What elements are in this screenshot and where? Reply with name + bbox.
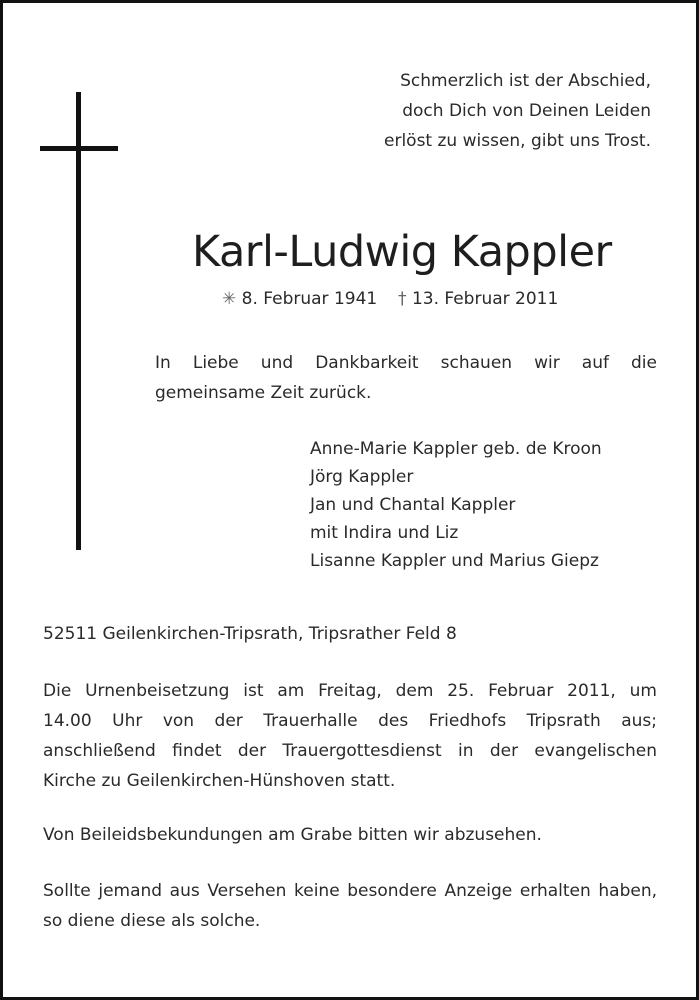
condolence-line: Von Beileidsbekundungen am Grabe bitten wir abzusehen. xyxy=(43,825,542,845)
cross-vertical-bar xyxy=(76,92,81,550)
quote-line: erlöst zu wissen, gibt uns Trost. xyxy=(384,131,651,151)
love-gratitude-text xyxy=(155,348,657,408)
burial-line: anschließend findet der Trauergottesdienst in der evangelischen xyxy=(43,741,657,761)
family-member: Jan und Chantal Kappler xyxy=(310,495,516,515)
love-line: gemeinsame Zeit zurück. xyxy=(155,383,372,403)
burial-info xyxy=(43,676,657,796)
love-line: In Liebe und Dankbarkeit schauen wir auf die xyxy=(155,353,657,373)
burial-line: Kirche zu Geilenkirchen-Hünshoven statt. xyxy=(43,771,396,791)
condolence-request xyxy=(43,820,542,850)
life-dates xyxy=(222,285,558,313)
birth-date: 8. Februar 1941 xyxy=(241,289,378,309)
consolation-quote xyxy=(384,66,651,156)
family-member: mit Indira und Liz xyxy=(310,523,459,543)
notice-text xyxy=(43,876,657,936)
family-member: Jörg Kappler xyxy=(310,467,414,487)
family-member: Lisanne Kappler und Marius Giepz xyxy=(310,551,599,571)
death-cross-icon: † xyxy=(398,289,407,309)
burial-line: Die Urnenbeisetzung ist am Freitag, dem 25. Februar 2011, um xyxy=(43,681,657,701)
quote-line: doch Dich von Deinen Leiden xyxy=(402,101,651,121)
burial-line: 14.00 Uhr von der Trauerhalle des Friedhofs Tripsrath aus; xyxy=(43,711,657,731)
address xyxy=(43,619,457,649)
notice-line: so diene diese als solche. xyxy=(43,911,261,931)
notice-line: Sollte jemand aus Versehen keine besondere Anzeige erhalten haben, xyxy=(43,881,657,901)
quote-line: Schmerzlich ist der Abschied, xyxy=(400,71,651,91)
birth-star-icon: ✳ xyxy=(222,289,237,309)
death-date: 13. Februar 2011 xyxy=(411,289,559,309)
address-line: 52511 Geilenkirchen-Tripsrath, Tripsrather Feld 8 xyxy=(43,624,457,644)
deceased-name: Karl-Ludwig Kappler xyxy=(192,227,612,277)
cross-horizontal-bar xyxy=(40,146,118,151)
family-list xyxy=(310,435,602,575)
family-member: Anne-Marie Kappler geb. de Kroon xyxy=(310,439,602,459)
